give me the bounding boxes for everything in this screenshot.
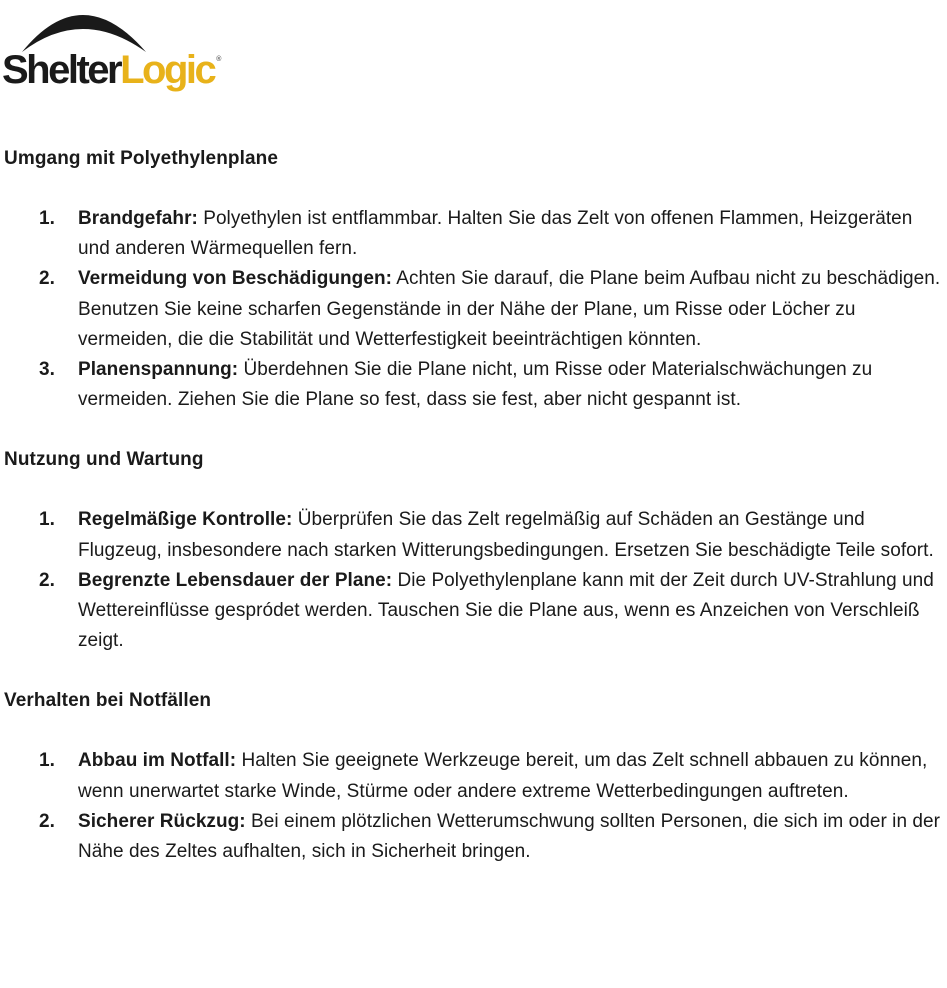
logo-wordmark	[2, 50, 221, 90]
list-term: Planenspannung:	[78, 359, 239, 381]
list-term: Regelmäßige Kontrolle:	[78, 509, 293, 531]
list-number: 1.	[39, 750, 55, 772]
section-heading: Umgang mit Polyethylenplane	[4, 148, 279, 169]
list-number: 2.	[39, 268, 55, 290]
list-term: Abbau im Notfall:	[78, 750, 237, 772]
section-heading: Verhalten bei Notfällen	[4, 690, 212, 712]
numbered-list	[4, 204, 946, 415]
section-heading: Nutzung und Wartung	[4, 449, 204, 471]
numbered-list	[4, 505, 946, 656]
list-term: Vermeidung von Beschädigungen:	[78, 268, 392, 290]
numbered-list	[4, 746, 946, 867]
list-item	[4, 355, 946, 415]
list-item	[4, 566, 946, 657]
list-text: Halten Sie geeignete Werkzeuge bereit, um das Zelt schnell abbauen zu können, wenn unerwartet starke Winde, Stürme oder andere extreme Wetterbedingungen auftreten.	[78, 750, 928, 802]
list-number: 2.	[39, 569, 55, 591]
list-item	[4, 807, 946, 867]
list-item	[4, 505, 946, 565]
shelterlogic-logo	[0, 0, 222, 100]
list-text: Achten Sie darauf, die Plane beim Aufbau nicht zu beschädigen. Benutzen Sie keine scharfen Gegenstände in der Nähe der Plane, um Risse oder Löcher zu vermeiden, die die Stabilität und Wetterfestigkeit beeinträchtigen könnten.	[78, 268, 941, 350]
list-item	[4, 204, 946, 264]
logo-registered-mark: ®	[216, 56, 222, 63]
list-number: 1.	[39, 509, 55, 531]
list-term: Sicherer Rückzug:	[78, 810, 246, 832]
list-number: 1.	[39, 208, 55, 229]
list-text: Überprüfen Sie das Zelt regelmäßig auf Schäden an Gestänge und Flugzeug, insbesondere nach starken Witterungsbedingungen. Ersetzen Sie beschädigte Teile sofort.	[78, 509, 934, 561]
list-item	[4, 746, 946, 806]
list-term: Begrenzte Lebensdauer der Plane:	[78, 569, 393, 591]
list-number: 2.	[39, 810, 55, 832]
list-number: 3.	[39, 359, 55, 381]
logo-wordmark-logic: Logic	[120, 48, 215, 92]
list-text: Die Polyethylenplane kann mit der Zeit durch UV-Strahlung und Wettereinflüsse gespródet werden. Tauschen Sie die Plane aus, wenn es Anzeichen von Verschleiß zeigt.	[78, 569, 934, 652]
document-body	[4, 144, 946, 897]
list-item	[4, 264, 946, 355]
list-text: Überdehnen Sie die Plane nicht, um Risse oder Materialschwächungen zu vermeiden. Ziehen Sie die Plane so fest, dass sie fest, aber nicht gespannt ist.	[78, 359, 873, 411]
list-text: Polyethylen ist entflammbar. Halten Sie das Zelt von offenen Flammen, Heizgeräten und anderen Wärmequellen fern.	[78, 208, 913, 260]
logo-wordmark-shelter: Shelter	[2, 48, 121, 92]
list-term: Brandgefahr:	[78, 208, 198, 229]
list-text: Bei einem plötzlichen Wetterumschwung sollten Personen, die sich im oder in der Nähe des Zeltes aufhalten, sich in Sicherheit bringen.	[78, 810, 941, 863]
